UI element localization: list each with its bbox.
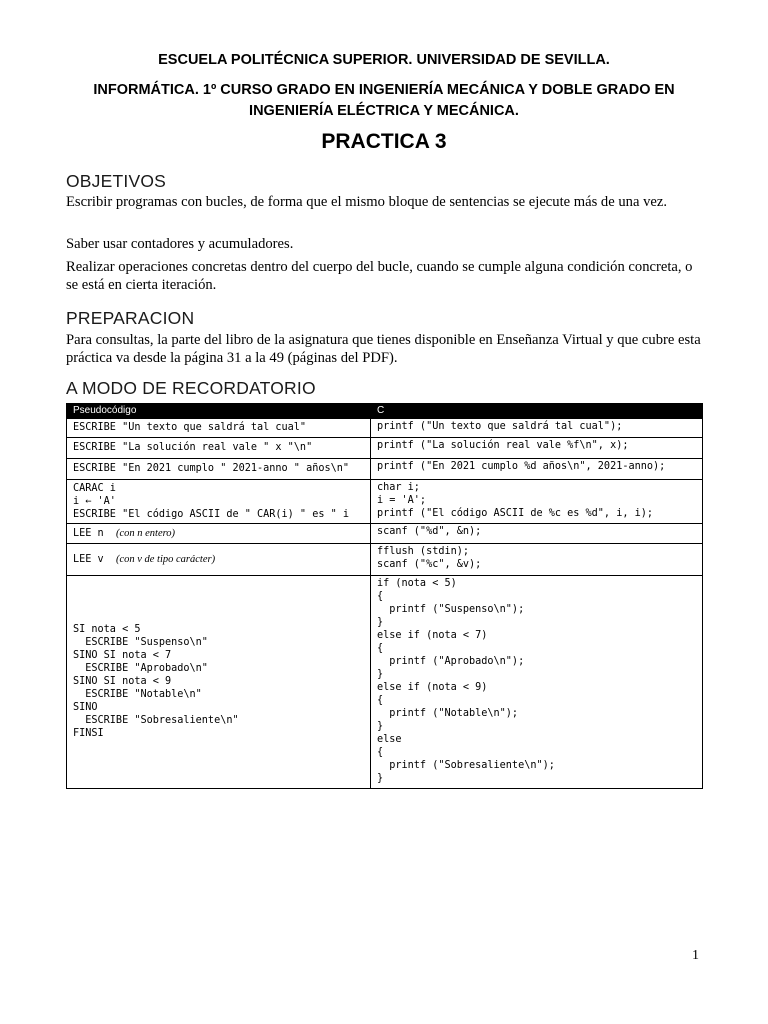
table-header-row (67, 404, 703, 419)
pseudocode-cell: CARAC i i ← 'A' ESCRIBE "El código ASCII de " CAR(i) " es " i (67, 480, 371, 524)
c-code-cell: scanf ("%d", &n); (371, 524, 703, 544)
objetivos-paragraph-2: Saber usar contadores y acumuladores. (66, 236, 294, 252)
objetivos-paragraph-1: Escribir programas con bucles, de forma que el mismo bloque de sentencias se ejecute más de una vez. (66, 194, 667, 210)
recordatorio-heading: A MODO DE RECORDATORIO (66, 378, 316, 398)
pseudocode-note: (con n entero) (115, 527, 176, 539)
c-code-cell: printf ("La solución real vale %f\n", x); (371, 438, 703, 459)
pseudocode-text: LEE v (73, 553, 104, 565)
pseudocode-text: LEE n (73, 527, 104, 539)
c-code-cell: if (nota < 5) { printf ("Suspenso\n"); } else if (nota < 7) { printf ("Aprobado\n"); } else if (nota < 9) { printf ("Notable\n"); } else { printf ("Sobresaliente\n"); } (371, 576, 703, 789)
preparacion-paragraph: Para consultas, la parte del libro de la asignatura que tienes disponible en Enseñanza Virtual y que cubre esta práctica va desde la página 31 a la 49 (páginas del PDF). (66, 332, 701, 366)
pseudocode-cell (67, 524, 371, 544)
pseudocode-cell: ESCRIBE "En 2021 cumplo " 2021-anno " años\n" (67, 459, 371, 480)
pseudocode-cell: ESCRIBE "La solución real vale " x "\n" (67, 438, 371, 459)
c-code-cell: fflush (stdin); scanf ("%c", &v); (371, 544, 703, 576)
table-row (67, 419, 703, 438)
course-header (0, 80, 768, 122)
c-code-cell: printf ("En 2021 cumplo %d años\n", 2021-anno); (371, 459, 703, 480)
table-row (67, 524, 703, 544)
page-number: 1 (692, 948, 699, 963)
column-header-pseudocode: Pseudocódigo (67, 404, 371, 419)
table-row (67, 438, 703, 459)
page-title: PRACTICA 3 (321, 130, 447, 153)
pseudocode-note: (con v de tipo carácter) (115, 553, 216, 565)
pseudocode-c-table (66, 403, 703, 789)
pseudocode-cell: ESCRIBE "Un texto que saldrá tal cual" (67, 419, 371, 438)
objetivos-heading: OBJETIVOS (66, 171, 167, 191)
table-row (67, 576, 703, 789)
course-header-line-2: INGENIERÍA ELÉCTRICA Y MECÁNICA. (249, 103, 519, 119)
c-code-cell: char i; i = 'A'; printf ("El código ASCII de %c es %d", i, i); (371, 480, 703, 524)
table-row (67, 459, 703, 480)
c-code-cell: printf ("Un texto que saldrá tal cual"); (371, 419, 703, 438)
pseudocode-cell: SI nota < 5 ESCRIBE "Suspenso\n" SINO SI nota < 7 ESCRIBE "Aprobado\n" SINO SI nota < 9 ESCRIBE "Notable\n" SINO ESCRIBE "Sobresaliente\n" FINSI (67, 576, 371, 789)
preparacion-heading: PREPARACION (66, 308, 195, 328)
column-header-c: C (371, 404, 703, 419)
table-row (67, 480, 703, 524)
pseudocode-cell (67, 544, 371, 576)
objetivos-paragraph-3: Realizar operaciones concretas dentro del cuerpo del bucle, cuando se cumple alguna condición concreta, o se está en cierta iteración. (66, 259, 693, 293)
institution-header: ESCUELA POLITÉCNICA SUPERIOR. UNIVERSIDAD DE SEVILLA. (158, 52, 610, 68)
table-row (67, 544, 703, 576)
course-header-line-1: INFORMÁTICA. 1º CURSO GRADO EN INGENIERÍA MECÁNICA Y DOBLE GRADO EN (93, 82, 675, 98)
